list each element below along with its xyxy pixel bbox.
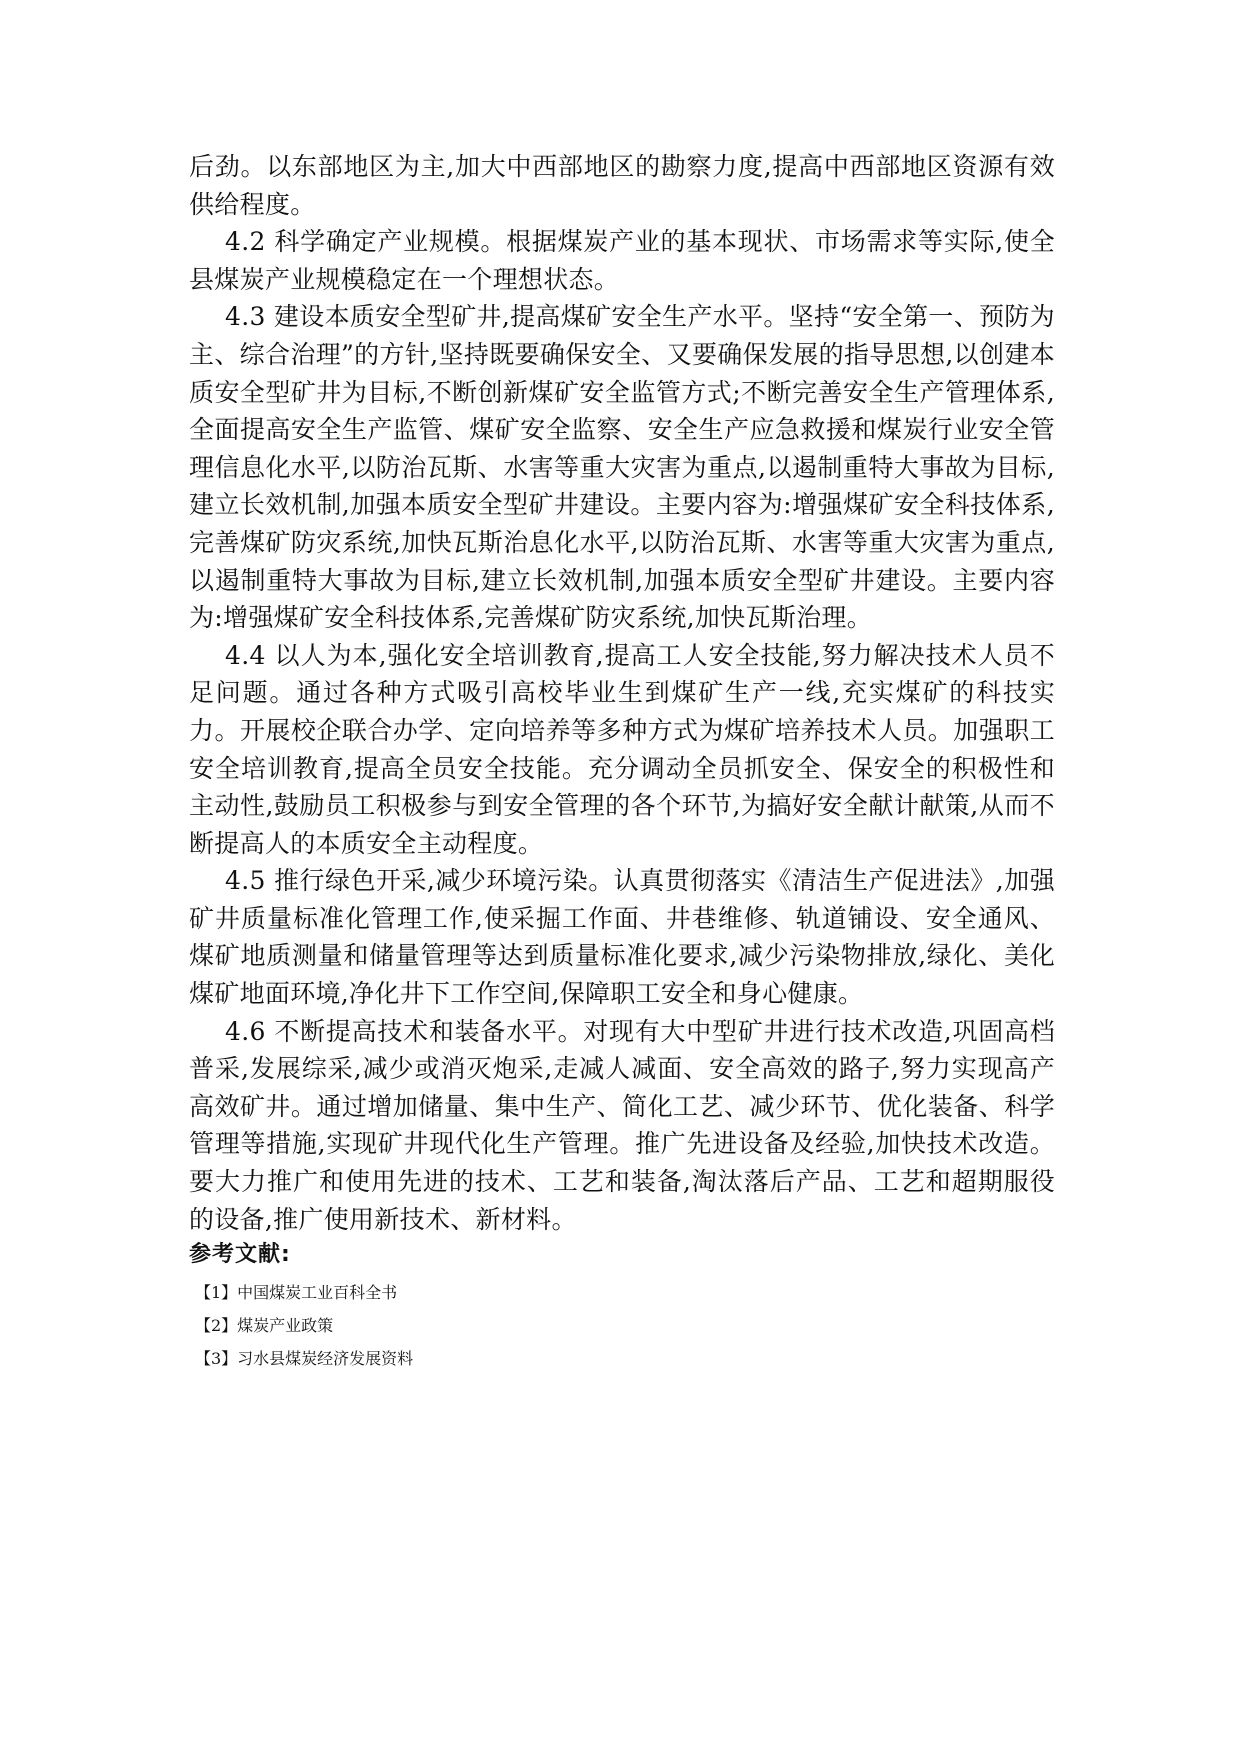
paragraph-4-2: 4.2 科学确定产业规模。根据煤炭产业的基本现状、市场需求等实际,使全县煤炭产业规模稳定在一个理想状态。 [189,227,1055,294]
paragraph-4-4: 4.4 以人为本,强化安全培训教育,提高工人安全技能,努力解决技术人员不足问题。通过各种方式吸引高校毕业生到煤矿生产一线,充实煤矿的科技实力。开展校企联合办学、定向培养等多种方式为煤矿培养技术人员。加强职工安全培训教育,提高全员安全技能。充分调动全员抓安全、保安全的积极性和主动性,鼓励员工积极参与到安全管理的各个环节,为搞好安全献计献策,从而不断提高人的本质安全主动程度。 [189,640,1055,858]
reference-item: 【1】中国煤炭工业百科全书 [195,1283,398,1303]
references-heading: 参考文献: [189,1242,291,1268]
document-page [189,148,1055,1375]
references-list [189,1276,1055,1375]
reference-item: 【3】习水县煤炭经济发展资料 [195,1349,414,1369]
paragraph-4-5: 4.5 推行绿色开采,减少环境污染。认真贯彻落实《清洁生产促进法》,加强矿井质量标准化管理工作,使采掘工作面、井巷维修、轨道铺设、安全通风、煤矿地质测量和储量管理等达到质量标准化要求,减少污染物排放,绿化、美化煤矿地面环境,净化井下工作空间,保障职工安全和身心健康。 [189,866,1055,1009]
reference-item: 【2】煤炭产业政策 [195,1316,334,1336]
paragraph-4-3: 4.3 建设本质安全型矿井,提高煤矿安全生产水平。坚持“安全第一、预防为主、综合治理”的方针,坚持既要确保安全、又要确保发展的指导思想,以创建本质安全型矿井为目标,不断创新煤矿安全监管方式;不断完善安全生产管理体系,全面提高安全生产监管、煤矿安全监察、安全生产应急救援和煤炭行业安全管理信息化水平,以防治瓦斯、水害等重大灾害为重点,以遏制重特大事故为目标,建立长效机制,加强本质安全型矿井建设。主要内容为:增强煤矿安全科技体系,完善煤矿防灾系统,加快瓦斯治息化水平,以防治瓦斯、水害等重大灾害为重点,以遏制重特大事故为目标,建立长效机制,加强本质安全型矿井建设。主要内容为:增强煤矿安全科技体系,完善煤矿防灾系统,加快瓦斯治理。 [189,302,1055,633]
paragraph-continuation: 后劲。以东部地区为主,加大中西部地区的勘察力度,提高中西部地区资源有效供给程度。 [189,152,1055,219]
references-section [189,1238,1055,1375]
paragraph-4-6: 4.6 不断提高技术和装备水平。对现有大中型矿井进行技术改造,巩固高档普采,发展综采,减少或消灭炮采,走减人减面、安全高效的路子,努力实现高产高效矿井。通过增加储量、集中生产、简化工艺、减少环节、优化装备、科学管理等措施,实现矿井现代化生产管理。推广先进设备及经验,加快技术改造。要大力推广和使用先进的技术、工艺和装备,淘汰落后产品、工艺和超期服役的设备,推广使用新技术、新材料。 [189,1016,1055,1234]
